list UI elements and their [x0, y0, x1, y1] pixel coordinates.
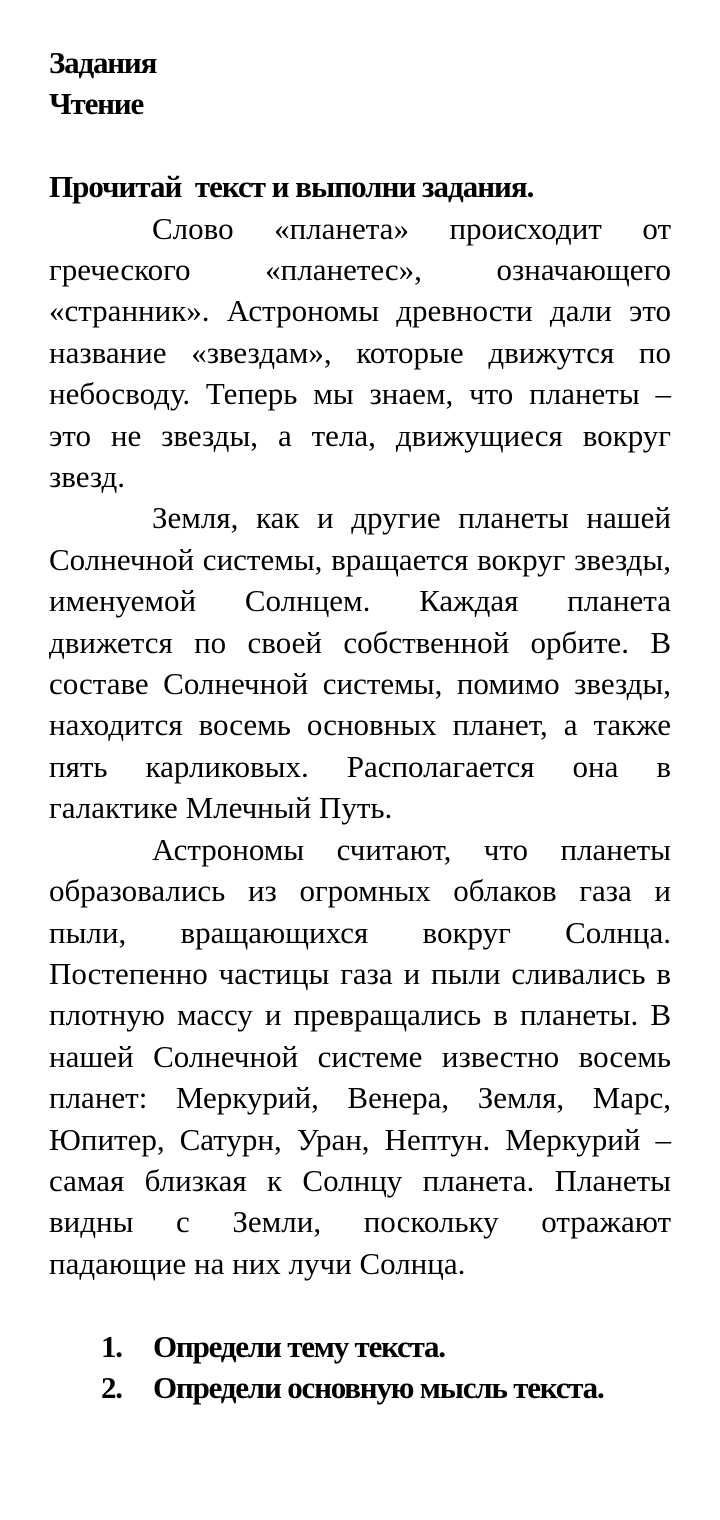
- task-item-2: [49, 1367, 671, 1408]
- blank-line: [49, 125, 671, 166]
- task-number: 1.: [101, 1328, 122, 1364]
- task-text: Определи основную мысль текста.: [153, 1369, 604, 1405]
- blank-line: [49, 1284, 671, 1325]
- paragraph-1: Слово «планета» происходит от греческого «планетес», означающего «странник». Астрономы древности дали это название «звездам», которые движутся по небосводу. Теперь мы знаем, что планеты – это не звезды, а тела, движущиеся вокруг звезд.: [49, 210, 671, 495]
- task-list: [49, 1326, 671, 1409]
- instruction-text: Прочитай текст и выполни задания.: [49, 169, 534, 205]
- document-title: Задания: [49, 45, 157, 80]
- task-text: Определи тему текста.: [153, 1328, 445, 1364]
- document-page: [49, 42, 671, 1408]
- task-item-1: [49, 1326, 671, 1367]
- task-number: 2.: [101, 1369, 122, 1405]
- paragraph-2: Земля, как и другие планеты нашей Солнечной системы, вращается вокруг звезды, именуемой Солнцем. Каждая планета движется по своей собственной орбите. В составе Солнечной системы, помимо звезды, находится восемь основных планет, а также пять карликовых. Располагается она в галактике Млечный Путь.: [49, 500, 671, 826]
- document-subtitle: Чтение: [49, 86, 144, 122]
- paragraph-3: Астрономы считают, что планеты образовались из огромных облаков газа и пыли, вращающихся вокруг Солнца. Постепенно частицы газа и пыли сливались в плотную массу и превращались в планеты. В нашей Солнечной системе известно восемь планет: Меркурий, Венера, Земля, Марс, Юпитер, Сатурн, Уран, Нептун. Меркурий – самая близкая к Солнцу планета. Планеты видны с Земли, поскольку отражают падающие на них лучи Солнца.: [49, 831, 671, 1281]
